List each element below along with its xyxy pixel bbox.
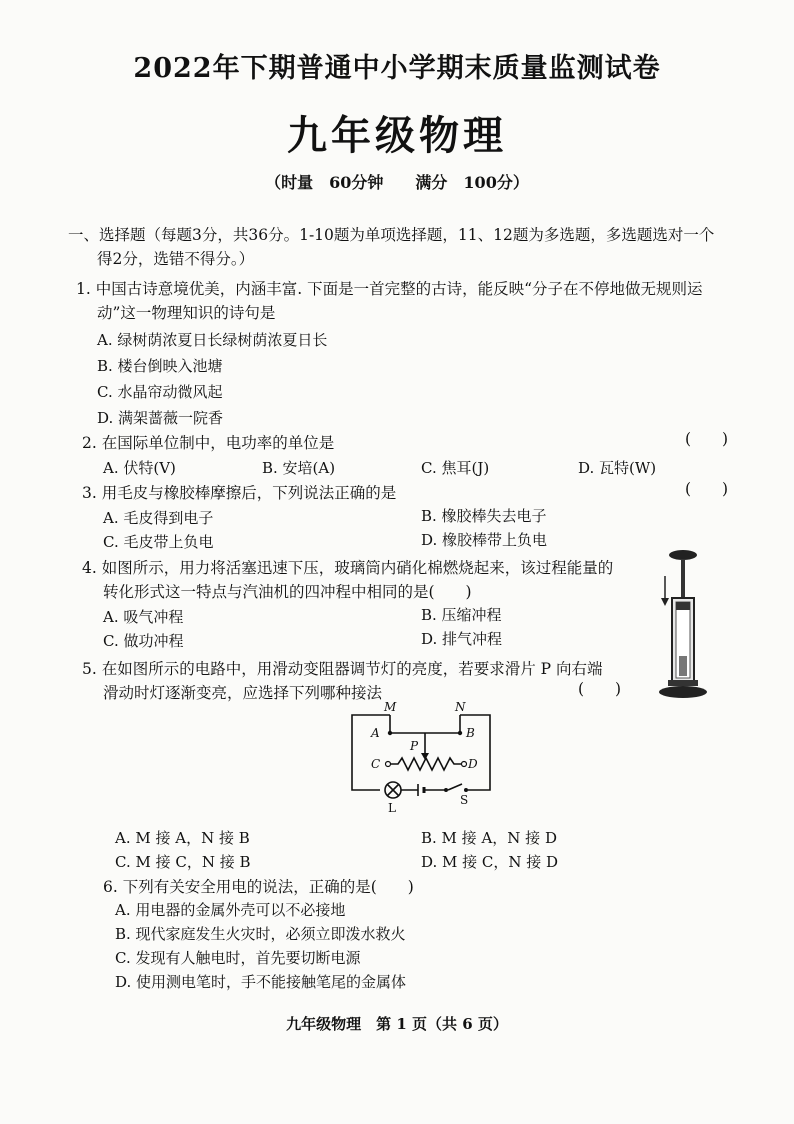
q3-stem: 3. 用毛皮与橡胶棒摩擦后，下列说法正确的是: [82, 484, 397, 502]
q2-answer-paren: ( ): [685, 430, 729, 448]
q3-answer-paren: ( ): [685, 480, 729, 498]
q5-option-c: C. M 接 C，N 接 B: [115, 853, 251, 871]
label-b: B: [466, 726, 475, 740]
q4-stem-line1: 4. 如图所示，用力将活塞迅速下压，玻璃筒内硝化棉燃烧起来，该过程能量的: [82, 559, 614, 577]
q1-option-d: D. 满架蔷薇一院香: [97, 409, 224, 427]
label-a: A: [371, 726, 380, 740]
q5-option-a: A. M 接 A，N 接 B: [115, 829, 250, 847]
q4-option-a: A. 吸气冲程: [103, 608, 184, 626]
q2-option-c: C. 焦耳(J): [421, 459, 490, 477]
circuit-diagram: [340, 700, 510, 818]
q4-option-b: B. 压缩冲程: [421, 606, 502, 624]
q2-option-b: B. 安培(A): [262, 459, 336, 477]
q2-stem: 2. 在国际单位制中，电功率的单位是: [82, 434, 335, 452]
label-c: C: [371, 757, 381, 771]
label-l: L: [388, 801, 396, 815]
q1-option-c: C. 水晶帘动微风起: [97, 383, 223, 401]
label-d: D: [468, 757, 478, 771]
q1-option-b: B. 楼台倒映入池塘: [97, 357, 223, 375]
q6-stem: 6. 下列有关安全用电的说法，正确的是( ): [103, 878, 414, 896]
label-n: N: [455, 700, 466, 714]
q5-answer-paren: ( ): [578, 680, 622, 698]
q3-option-d: D. 橡胶棒带上负电: [421, 531, 548, 549]
exam-title: 2022年下期普通中小学期末质量监测试卷: [133, 53, 661, 84]
q1-stem-line2: 动”这一物理知识的诗句是: [97, 304, 276, 322]
page-footer: 九年级物理 第 1 页（共 6 页）: [286, 1015, 508, 1033]
q2-option-d: D. 瓦特(W): [578, 459, 657, 477]
q5-stem-line2: 滑动时灯逐渐变亮，应选择下列哪种接法: [103, 684, 383, 702]
q1-stem-line1: 1. 中国古诗意境优美，内涵丰富. 下面是一首完整的古诗，能反映“分子在不停地做无规则运: [76, 280, 703, 298]
q6-option-b: B. 现代家庭发生火灾时，必须立即泼水救火: [115, 925, 406, 943]
label-s: S: [460, 793, 469, 807]
q6-option-d: D. 使用测电笔时，手不能接触笔尾的金属体: [115, 973, 407, 991]
section-heading-line2: 得2分，选错不得分。）: [97, 250, 255, 268]
q3-option-c: C. 毛皮带上负电: [103, 533, 214, 551]
time-info: （时量 60分钟 满分 100分）: [265, 173, 529, 192]
q2-option-a: A. 伏特(V): [103, 459, 176, 477]
q3-option-a: A. 毛皮得到电子: [103, 509, 214, 527]
q5-option-d: D. M 接 C，N 接 D: [421, 853, 559, 871]
label-p: P: [410, 739, 419, 753]
q5-stem-line1: 5. 在如图所示的电路中，用滑动变阻器调节灯的亮度，若要求滑片 P 向右端: [82, 660, 603, 678]
q5-option-b: B. M 接 A，N 接 D: [421, 829, 557, 847]
label-m: M: [384, 700, 397, 714]
q4-option-d: D. 排气冲程: [421, 630, 503, 648]
q3-option-b: B. 橡胶棒失去电子: [421, 507, 547, 525]
q1-option-a: A. 绿树荫浓夏日长绿树荫浓夏日长: [97, 331, 328, 349]
section-heading-line1: 一、选择题（每题3分，共36分。1-10题为单项选择题，11、12题为多选题，多选题选对一个: [68, 226, 715, 244]
fire-syringe-illustration: [652, 546, 714, 702]
subject-title: 九年级物理: [287, 112, 507, 159]
q4-option-c: C. 做功冲程: [103, 632, 184, 650]
q4-stem-line2: 转化形式这一特点与汽油机的四冲程中相同的是( ): [103, 583, 472, 601]
q6-option-a: A. 用电器的金属外壳可以不必接地: [115, 901, 346, 919]
q6-option-c: C. 发现有人触电时，首先要切断电源: [115, 949, 361, 967]
